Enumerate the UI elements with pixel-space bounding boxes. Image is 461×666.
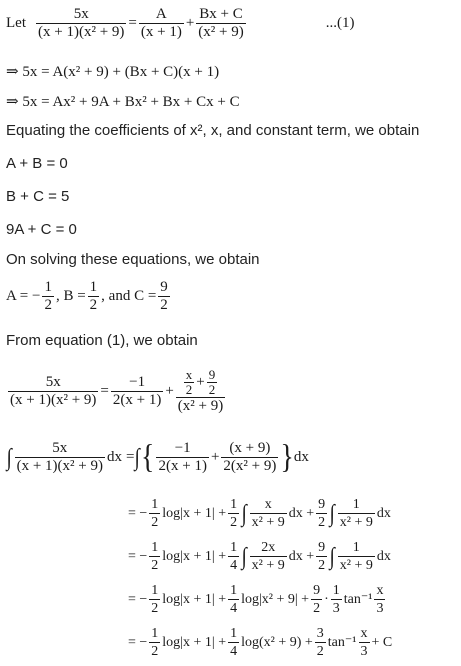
equation-2: B + C = 5 xyxy=(6,188,70,205)
result-line-3: = − $\frac{1}{2}$ log|x + 1| + $\frac{1}{4}$ log|x² + 9| + $\frac{9}{2}$ · $\frac{1}{3}$ tan⁻¹ $\frac{x}{3}$ xyxy=(128,583,384,616)
result-line-1: = − $\frac{1}{2}$ log|x + 1| + $\frac{1}{2}$ ∫ $\frac{x}{\text{x² + 9}}$ dx + $\frac{9}{2}$ ∫ $\frac{1}{\text{x² + 9}}$ dx xyxy=(128,497,391,530)
integral-sign: ∫ xyxy=(6,444,12,471)
integral-sign: ∫ xyxy=(329,500,336,527)
result-line-4-final: = − $\frac{1}{2}$ log|x + 1| + $\frac{1}{4}$ log(x² + 9) + $\frac{3}{2}$ tan⁻¹ $\frac{x}{3}$ + C xyxy=(128,626,393,659)
equation-3: 9A + C = 0 xyxy=(6,221,77,238)
equation-tag: ...(1) xyxy=(325,15,355,31)
result-line-2: = − $\frac{1}{2}$ log|x + 1| + $\frac{1}{4}$ ∫ $\frac{2x}{\text{x² + 9}}$ dx + $\frac{9}{2}$ ∫ $\frac{1}{\text{x² + 9}}$ dx xyxy=(128,540,391,573)
step-expand: ⇒ 5x = A(x² + 9) + (Bx + C)(x + 1) xyxy=(6,64,220,80)
substituted-fractions: $\frac{5x}{\text{(x + 1)(x² + 9)}}$ = $\frac{-1}{2(x + 1)}$ + $\frac{x}{2}$ + $\frac{9}{2}$ (x² + 9) xyxy=(10,367,224,414)
integral-sign: ∫ xyxy=(241,543,248,570)
partial-fraction-setup: Let $\frac{5x}{\text{(x + 1)(x² + 9)}}$ = $\frac{A}{(x + 1)}$ + $\frac{Bx + C}{\text{(x² + 9)}}$ ...(1) xyxy=(6,6,355,40)
prose-equating: Equating the coefficients of x², x, and constant term, we obtain xyxy=(6,122,420,139)
integral-sign: ∫ xyxy=(135,444,141,471)
prose-solving: On solving these equations, we obtain xyxy=(6,251,260,268)
integral-sign: ∫ xyxy=(241,500,248,527)
equation-1: A + B = 0 xyxy=(6,155,68,172)
coefficient-solution: A = − $\frac{1}{2}$ , B = $\frac{1}{2}$ , and C = $\frac{9}{2}$ xyxy=(6,279,168,313)
lhs-fraction: $\frac{5x}{\text{(x + 1)(x² + 9)}}$ xyxy=(38,6,125,40)
term-bc-fraction: $\frac{Bx + C}{\text{(x² + 9)}}$ xyxy=(198,6,244,40)
prose-from-equation: From equation (1), we obtain xyxy=(6,332,198,349)
let-label: Let xyxy=(6,15,26,31)
term-a-fraction: $\frac{A}{(x + 1)}$ xyxy=(140,6,182,40)
integral-setup: ∫ $\frac{5x}{\text{(x + 1)(x² + 9)}}$ dx = ∫ { $\frac{-1}{2(x + 1)}$ + $\frac{(x + 9)}{\text{2(x² + 9)}}$ } dx xyxy=(6,438,309,476)
integral-sign: ∫ xyxy=(329,543,336,570)
step-distribute: ⇒ 5x = Ax² + 9A + Bx² + Bx + Cx + C xyxy=(6,94,240,110)
